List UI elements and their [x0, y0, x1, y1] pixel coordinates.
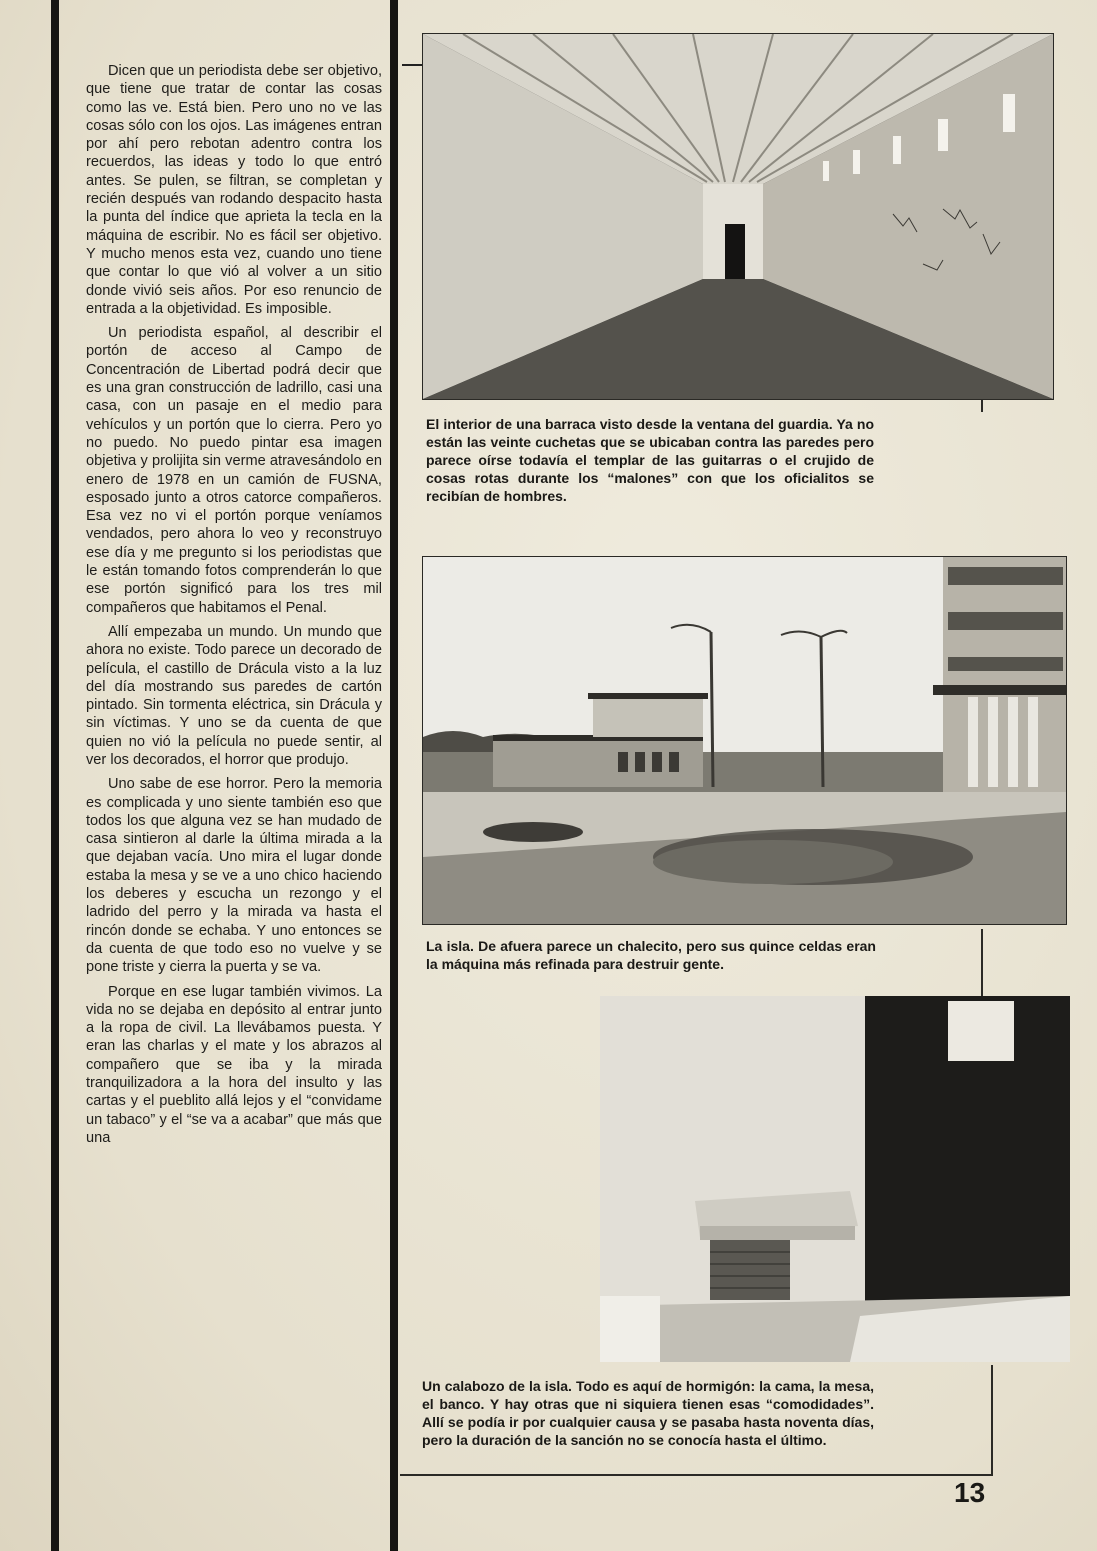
cell-photo [600, 996, 1070, 1362]
photo-2-caption: La isla. De afuera parece un chalecito, pero sus quince celdas eran la máquina más refinada para destruir gente. [426, 938, 876, 972]
la-isla-photo [422, 556, 1067, 925]
article-paragraph: Dicen que un periodista debe ser objetivo, que tiene que tratar de contar las cosas como las ve. Está bien. Pero uno no ve las cosas sólo con los ojos. Las imágenes entran por ahí pero rebotan adentro contra los recuerdos, las ideas y todo lo que entró antes. Se pulen, se filtran, se completan y recién después van rodando despacito hasta la punta del índice que aprieta la tecla en la máquina de escribir. No es fácil ser objetivo. Y mucho menos esta vez, cuando uno tiene que contar lo que vió al volver a un sitio donde vivió seis años. Por eso renuncio de entrada a la objetividad. Es imposible. [86, 63, 382, 317]
article-paragraph: Allí empezaba un mundo. Un mundo que ahora no existe. Todo parece un decorado de película, el castillo de Drácula visto a la luz del día mostrando sus paredes de cartón pintado. Sin tormenta eléctrica, sin Drácula y sin víctimas. Y uno se da cuenta de que quien no vió la película no puede sentir, al ver los decorados, el horror que produjo. [86, 623, 382, 768]
article-paragraph: Un periodista español, al describir el portón de acceso al Campo de Concentración de Libertad podrá decir que es una gran construcción de ladrillo, casi una casa, con un pasaje en el medio para vehículos y un portón que lo cierra. Pero yo no puedo. No puedo pintar esa imagen objetiva y prolijita sin verme atravesándolo en enero de 1978 en un camión de FUSNA, esposado junto a otros catorce compañeros. Esa vez no vi el portón porque veníamos vendados, pero ahora lo veo y reconstruyo ese día y me pregunto si los periodistas que le están tomando fotos comprenderán lo que ese portón significó para los tres mil compañeros que habitamos el Penal. [86, 325, 382, 616]
photo-3-caption: Un calabozo de la isla. Todo es aquí de hormigón: la cama, la mesa, el banco. Y hay otras que ni siquiera tienen esas “comodidades”. Allí se podía ir por cualquier causa y se pasaba hasta noventa días, pero la duración de la sanción no se conocía hasta el último. [422, 1378, 874, 1448]
page-number: 13 [954, 1477, 986, 1508]
connector-line [981, 400, 983, 412]
barrack-interior-photo [422, 33, 1054, 400]
center-column-rule [390, 0, 398, 1551]
connector-dash [402, 64, 422, 66]
article-paragraph: Uno sabe de ese horror. Pero la memoria es complicada y uno siente también eso que todos los que alguna vez se han mudado de casa sintieron al darle la última mirada a la que dejaban vacía. Uno mira el lugar donde estaba la mesa y se ve a uno chico haciendo los deberes y escucha un rezongo y el ladrido del perro y la mirada va hasta el rincón donde se echaba. Y uno entonces se da cuenta de que todo eso no vuelve y se pone triste y cierra la puerta y se va. [86, 776, 382, 976]
caption-frame-line [400, 1474, 993, 1476]
article-body [86, 62, 382, 1153]
article-paragraph: Porque en ese lugar también vivimos. La vida no se dejaba en depósito al entrar junto a la ropa de civil. La llevábamos puesta. Y eran las charlas y el mate y los abrazos al compañero que se iba y la mirada tranquilizadora a la hora del insulto y las cartas y el pueblito allá lejos y el “convidame un tabaco” y el “se va a acabar” que más que una [86, 983, 382, 1146]
caption-frame-line [991, 1365, 993, 1475]
left-column-rule [51, 0, 59, 1551]
connector-line [981, 929, 983, 997]
photo-1-caption: El interior de una barraca visto desde la ventana del guardia. Ya no están las veinte cuchetas que se ubicaban contra las paredes pero parece oírse todavía el templar de las guitarras o el crujido de cosas rotas durante los “malones” con que los oficialitos se recibían de hombres. [426, 416, 874, 504]
